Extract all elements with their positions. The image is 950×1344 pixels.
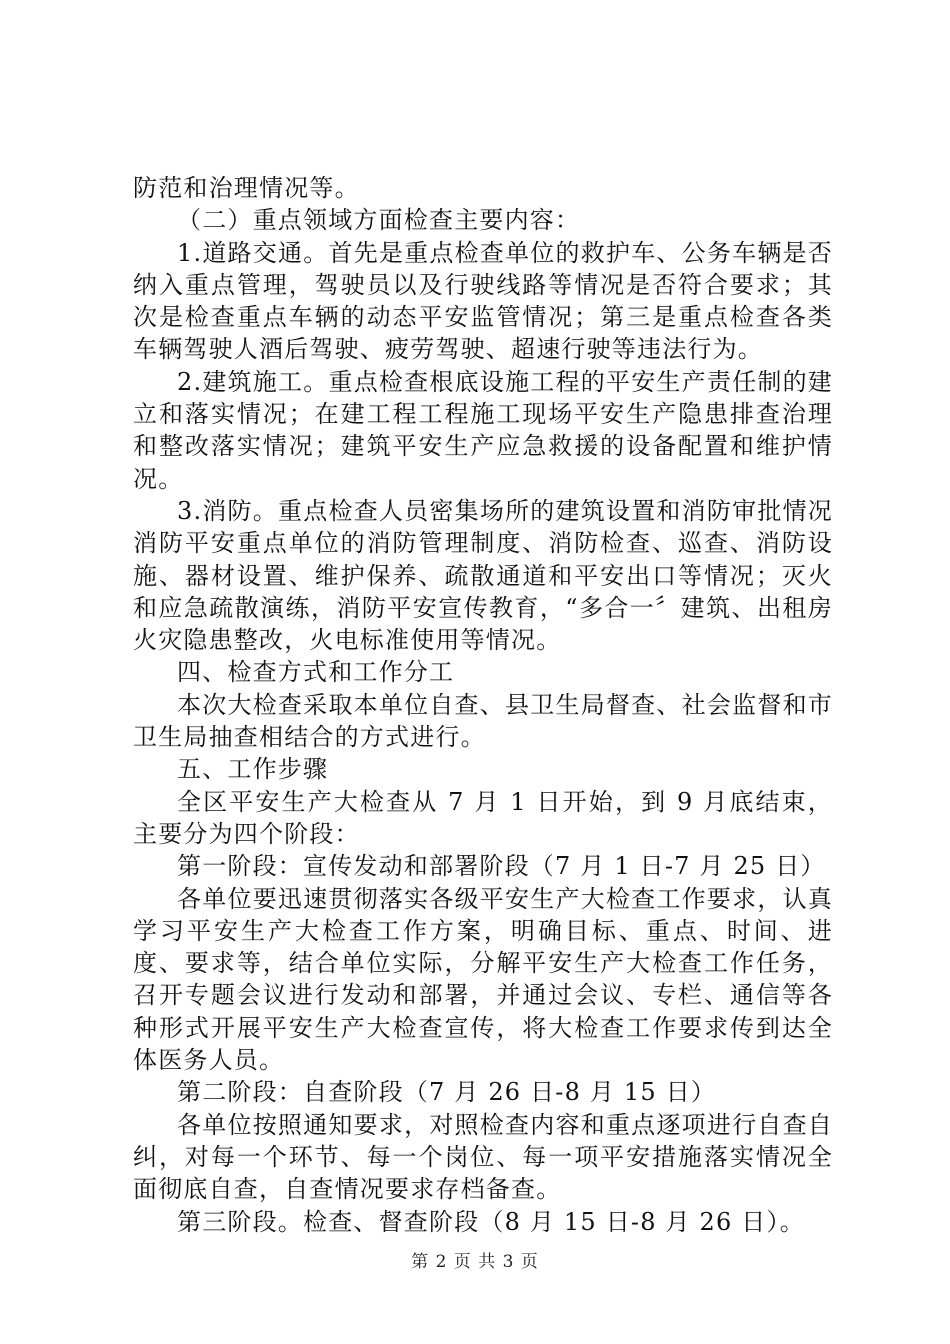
paragraph: 本次大检查采取本单位自查、县卫生局督查、社会监督和市卫生局抽查相结合的方式进行。 — [133, 690, 833, 752]
stage-heading: 第三阶段。检查、督查阶段（8 月 15 日-8 月 26 日）。 — [177, 1207, 805, 1236]
paragraph: 防范和治理情况等。 — [133, 174, 360, 202]
paragraph: 各单位按照通知要求，对照检查内容和重点逐项进行自查自纠，对每一个环节、每一个岗位、每一项平安措施落实情况全面彻底自查，自查情况要求存档备查。 — [133, 1110, 833, 1204]
document-body — [133, 172, 833, 1238]
paragraph: 各单位要迅速贯彻落实各级平安生产大检查工作要求，认真学习平安生产大检查工作方案，明确目标、重点、时间、进度、要求等，结合单位实际，分解平安生产大检查工作任务，召开专题会议进行发动和部署，并通过会议、专栏、通信等各种形式开展平安生产大检查宣传，将大检查工作要求传到达全体医务人员。 — [133, 884, 833, 1075]
paragraph: 2.建筑施工。重点检查根底设施工程的平安生产责任制的建立和落实情况；在建工程工程施工现场平安生产隐患排查治理和整改落实情况；建筑平安生产应急救援的设备配置和维护情况。 — [133, 367, 833, 493]
page-footer: 第 2 页 共 3 页 — [411, 1252, 539, 1272]
paragraph: 3.消防。重点检查人员密集场所的建筑设置和消防审批情况消防平安重点单位的消防管理制度、消防检查、巡查、消防设施、器材设置、维护保养、疏散通道和平安出口等情况；灭火和应急疏散演练，消防平安宣传教育，“多合一〞建筑、出租房火灾隐患整改，火电标准使用等情况。 — [133, 496, 833, 655]
paragraph: 1.道路交通。首先是重点检查单位的救护车、公务车辆是否纳入重点管理，驾驶员以及行驶线路等情况是否符合要求；其次是检查重点车辆的动态平安监管情况；第三是重点检查各类车辆驾驶人酒后驾驶、疲劳驾驶、超速行驶等违法行为。 — [133, 238, 833, 364]
section-heading: 五、工作步骤 — [177, 755, 329, 784]
stage-heading: 第一阶段：宣传发动和部署阶段（7 月 1 日-7 月 25 日） — [177, 852, 826, 881]
stage-heading: 第二阶段：自查阶段（7 月 26 日-8 月 15 日） — [177, 1078, 717, 1107]
paragraph: 全区平安生产大检查从 7 月 1 日开始，到 9 月底结束，主要分为四个阶段： — [133, 787, 833, 848]
section-heading: 四、检查方式和工作分工 — [177, 658, 455, 687]
section-heading: （二）重点领域方面检查主要内容： — [177, 206, 581, 235]
